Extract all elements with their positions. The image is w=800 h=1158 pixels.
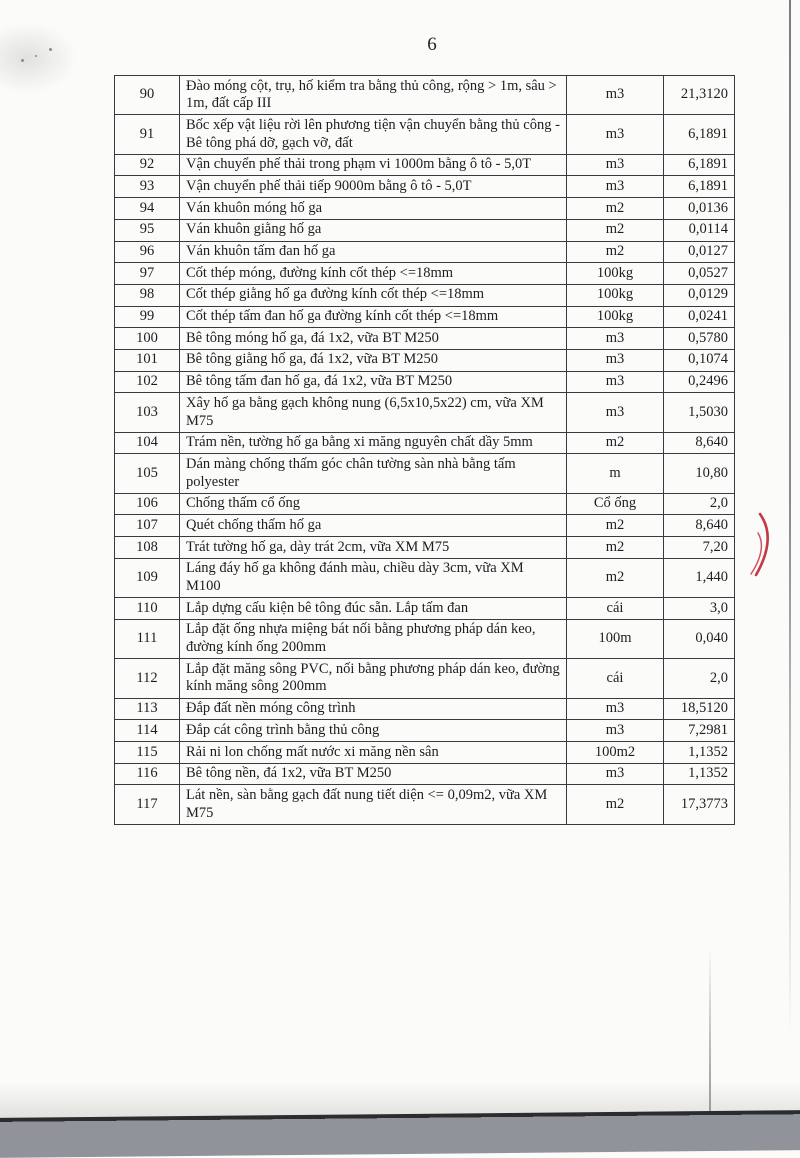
unit-cell: m2 xyxy=(567,537,664,559)
row-number-cell: 96 xyxy=(115,241,180,263)
table-body xyxy=(115,76,735,825)
page-number: 6 xyxy=(427,34,437,55)
row-number-cell: 112 xyxy=(115,659,180,698)
description-cell: Trát tường hố ga, dày trát 2cm, vữa XM M75 xyxy=(180,537,567,559)
table-row xyxy=(115,720,735,742)
row-number-cell: 104 xyxy=(115,432,180,454)
quantity-cell: 0,040 xyxy=(664,619,735,658)
unit-cell: Cổ ống xyxy=(567,493,664,515)
table-row xyxy=(115,176,735,198)
unit-cell: m3 xyxy=(567,154,664,176)
table-row xyxy=(115,393,735,432)
bill-of-quantities-table xyxy=(114,75,735,825)
unit-cell: 100kg xyxy=(567,263,664,285)
row-number-cell: 109 xyxy=(115,558,180,597)
row-number-cell: 115 xyxy=(115,742,180,764)
unit-cell: m3 xyxy=(567,393,664,432)
description-cell: Lắp đặt măng sông PVC, nối bằng phương pháp dán keo, đường kính măng sông 200mm xyxy=(180,659,567,698)
quantity-cell: 1,1352 xyxy=(664,742,735,764)
description-cell: Vận chuyển phế thải tiếp 9000m bằng ô tô - 5,0T xyxy=(180,176,567,198)
row-number-cell: 94 xyxy=(115,198,180,220)
table-row xyxy=(115,284,735,306)
row-number-cell: 117 xyxy=(115,785,180,824)
unit-cell: m2 xyxy=(567,558,664,597)
row-number-cell: 93 xyxy=(115,176,180,198)
unit-cell: m2 xyxy=(567,432,664,454)
bottom-page-edge xyxy=(0,1110,800,1158)
row-number-cell: 95 xyxy=(115,219,180,241)
quantity-cell: 0,0127 xyxy=(664,241,735,263)
description-cell: Bê tông nền, đá 1x2, vữa BT M250 xyxy=(180,763,567,785)
table-row xyxy=(115,558,735,597)
unit-cell: 100kg xyxy=(567,306,664,328)
quantity-cell: 0,0241 xyxy=(664,306,735,328)
unit-cell: 100m2 xyxy=(567,742,664,764)
table-row xyxy=(115,306,735,328)
table-row xyxy=(115,785,735,824)
row-number-cell: 91 xyxy=(115,115,180,154)
unit-cell: m3 xyxy=(567,720,664,742)
unit-cell: m3 xyxy=(567,698,664,720)
quantity-cell: 10,80 xyxy=(664,454,735,493)
table-row xyxy=(115,219,735,241)
table-row xyxy=(115,154,735,176)
row-number-cell: 114 xyxy=(115,720,180,742)
quantity-cell: 0,2496 xyxy=(664,371,735,393)
description-cell: Ván khuôn tấm đan hố ga xyxy=(180,241,567,263)
table-row xyxy=(115,763,735,785)
table-row xyxy=(115,198,735,220)
description-cell: Bê tông móng hố ga, đá 1x2, vữa BT M250 xyxy=(180,328,567,350)
description-cell: Láng đáy hố ga không đánh màu, chiều dày 3cm, vữa XM M100 xyxy=(180,558,567,597)
row-number-cell: 102 xyxy=(115,371,180,393)
quantity-cell: 3,0 xyxy=(664,598,735,620)
quantity-cell: 7,2981 xyxy=(664,720,735,742)
description-cell: Đắp cát công trình bằng thủ công xyxy=(180,720,567,742)
row-number-cell: 105 xyxy=(115,454,180,493)
description-cell: Đắp đất nền móng công trình xyxy=(180,698,567,720)
table-row xyxy=(115,115,735,154)
unit-cell: 100m xyxy=(567,619,664,658)
quantity-cell: 0,5780 xyxy=(664,328,735,350)
description-cell: Đào móng cột, trụ, hố kiểm tra bằng thủ công, rộng > 1m, sâu > 1m, đất cấp III xyxy=(180,76,567,115)
description-cell: Cốt thép tấm đan hố ga đường kính cốt thép <=18mm xyxy=(180,306,567,328)
quantity-cell: 2,0 xyxy=(664,659,735,698)
quantity-cell: 2,0 xyxy=(664,493,735,515)
row-number-cell: 92 xyxy=(115,154,180,176)
unit-cell: 100kg xyxy=(567,284,664,306)
table-row xyxy=(115,241,735,263)
description-cell: Bê tông tấm đan hố ga, đá 1x2, vữa BT M250 xyxy=(180,371,567,393)
unit-cell: m3 xyxy=(567,328,664,350)
row-number-cell: 99 xyxy=(115,306,180,328)
quantity-cell: 6,1891 xyxy=(664,154,735,176)
scan-speck xyxy=(35,55,37,57)
row-number-cell: 97 xyxy=(115,263,180,285)
scan-speck xyxy=(21,59,24,62)
quantity-cell: 0,0114 xyxy=(664,219,735,241)
unit-cell: cái xyxy=(567,659,664,698)
table-row xyxy=(115,598,735,620)
quantity-cell: 0,0136 xyxy=(664,198,735,220)
quantity-cell: 0,0527 xyxy=(664,263,735,285)
scan-smudge-artifact xyxy=(0,22,78,94)
quantity-cell: 8,640 xyxy=(664,515,735,537)
quantity-cell: 6,1891 xyxy=(664,115,735,154)
unit-cell: m2 xyxy=(567,219,664,241)
unit-cell: m3 xyxy=(567,371,664,393)
unit-cell: cái xyxy=(567,598,664,620)
row-number-cell: 106 xyxy=(115,493,180,515)
description-cell: Trám nền, tường hố ga bằng xi măng nguyên chất dầy 5mm xyxy=(180,432,567,454)
row-number-cell: 90 xyxy=(115,76,180,115)
unit-cell: m3 xyxy=(567,349,664,371)
table-row xyxy=(115,432,735,454)
quantity-cell: 0,0129 xyxy=(664,284,735,306)
row-number-cell: 110 xyxy=(115,598,180,620)
table-row xyxy=(115,619,735,658)
quantity-cell: 21,3120 xyxy=(664,76,735,115)
quantity-cell: 1,1352 xyxy=(664,763,735,785)
unit-cell: m xyxy=(567,454,664,493)
table-row xyxy=(115,371,735,393)
quantity-cell: 1,5030 xyxy=(664,393,735,432)
table-row xyxy=(115,349,735,371)
table-row xyxy=(115,515,735,537)
red-pen-mark xyxy=(746,511,776,579)
description-cell: Vận chuyển phế thải trong phạm vi 1000m bằng ô tô - 5,0T xyxy=(180,154,567,176)
unit-cell: m2 xyxy=(567,515,664,537)
description-cell: Bê tông giằng hố ga, đá 1x2, vữa BT M250 xyxy=(180,349,567,371)
table-row xyxy=(115,263,735,285)
unit-cell: m2 xyxy=(567,785,664,824)
row-number-cell: 103 xyxy=(115,393,180,432)
unit-cell: m3 xyxy=(567,763,664,785)
description-cell: Lắp dựng cấu kiện bê tông đúc sẵn. Lắp tấm đan xyxy=(180,598,567,620)
quantity-cell: 8,640 xyxy=(664,432,735,454)
unit-cell: m2 xyxy=(567,241,664,263)
description-cell: Lát nền, sàn bằng gạch đất nung tiết diện <= 0,09m2, vữa XM M75 xyxy=(180,785,567,824)
description-cell: Dán màng chống thấm góc chân tường sàn nhà bằng tấm polyester xyxy=(180,454,567,493)
page-edge-scan-line xyxy=(789,0,791,1040)
table-row xyxy=(115,537,735,559)
table-row xyxy=(115,328,735,350)
row-number-cell: 101 xyxy=(115,349,180,371)
quantity-cell: 7,20 xyxy=(664,537,735,559)
scan-speck xyxy=(49,48,52,51)
table-row xyxy=(115,659,735,698)
unit-cell: m3 xyxy=(567,115,664,154)
description-cell: Quét chống thấm hố ga xyxy=(180,515,567,537)
description-cell: Rải ni lon chống mất nước xi măng nền sân xyxy=(180,742,567,764)
row-number-cell: 111 xyxy=(115,619,180,658)
description-cell: Ván khuôn giằng hố ga xyxy=(180,219,567,241)
quantity-cell: 6,1891 xyxy=(664,176,735,198)
unit-cell: m3 xyxy=(567,176,664,198)
table-row xyxy=(115,454,735,493)
quantity-cell: 17,3773 xyxy=(664,785,735,824)
description-cell: Xây hố ga bằng gạch không nung (6,5x10,5x22) cm, vữa XM M75 xyxy=(180,393,567,432)
row-number-cell: 107 xyxy=(115,515,180,537)
quantity-cell: 1,440 xyxy=(664,558,735,597)
table-row xyxy=(115,76,735,115)
description-cell: Ván khuôn móng hố ga xyxy=(180,198,567,220)
table-row xyxy=(115,698,735,720)
unit-cell: m2 xyxy=(567,198,664,220)
description-cell: Bốc xếp vật liệu rời lên phương tiện vận chuyển bằng thủ công - Bê tông phá dỡ, gạch vỡ, đất xyxy=(180,115,567,154)
row-number-cell: 116 xyxy=(115,763,180,785)
description-cell: Chống thấm cổ ống xyxy=(180,493,567,515)
row-number-cell: 108 xyxy=(115,537,180,559)
row-number-cell: 113 xyxy=(115,698,180,720)
description-cell: Cốt thép giằng hố ga đường kính cốt thép <=18mm xyxy=(180,284,567,306)
unit-cell: m3 xyxy=(567,76,664,115)
quantity-cell: 18,5120 xyxy=(664,698,735,720)
description-cell: Cốt thép móng, đường kính cốt thép <=18mm xyxy=(180,263,567,285)
table-row xyxy=(115,742,735,764)
table-row xyxy=(115,493,735,515)
quantity-cell: 0,1074 xyxy=(664,349,735,371)
row-number-cell: 98 xyxy=(115,284,180,306)
row-number-cell: 100 xyxy=(115,328,180,350)
description-cell: Lắp đặt ống nhựa miệng bát nối bằng phương pháp dán keo, đường kính ống 200mm xyxy=(180,619,567,658)
